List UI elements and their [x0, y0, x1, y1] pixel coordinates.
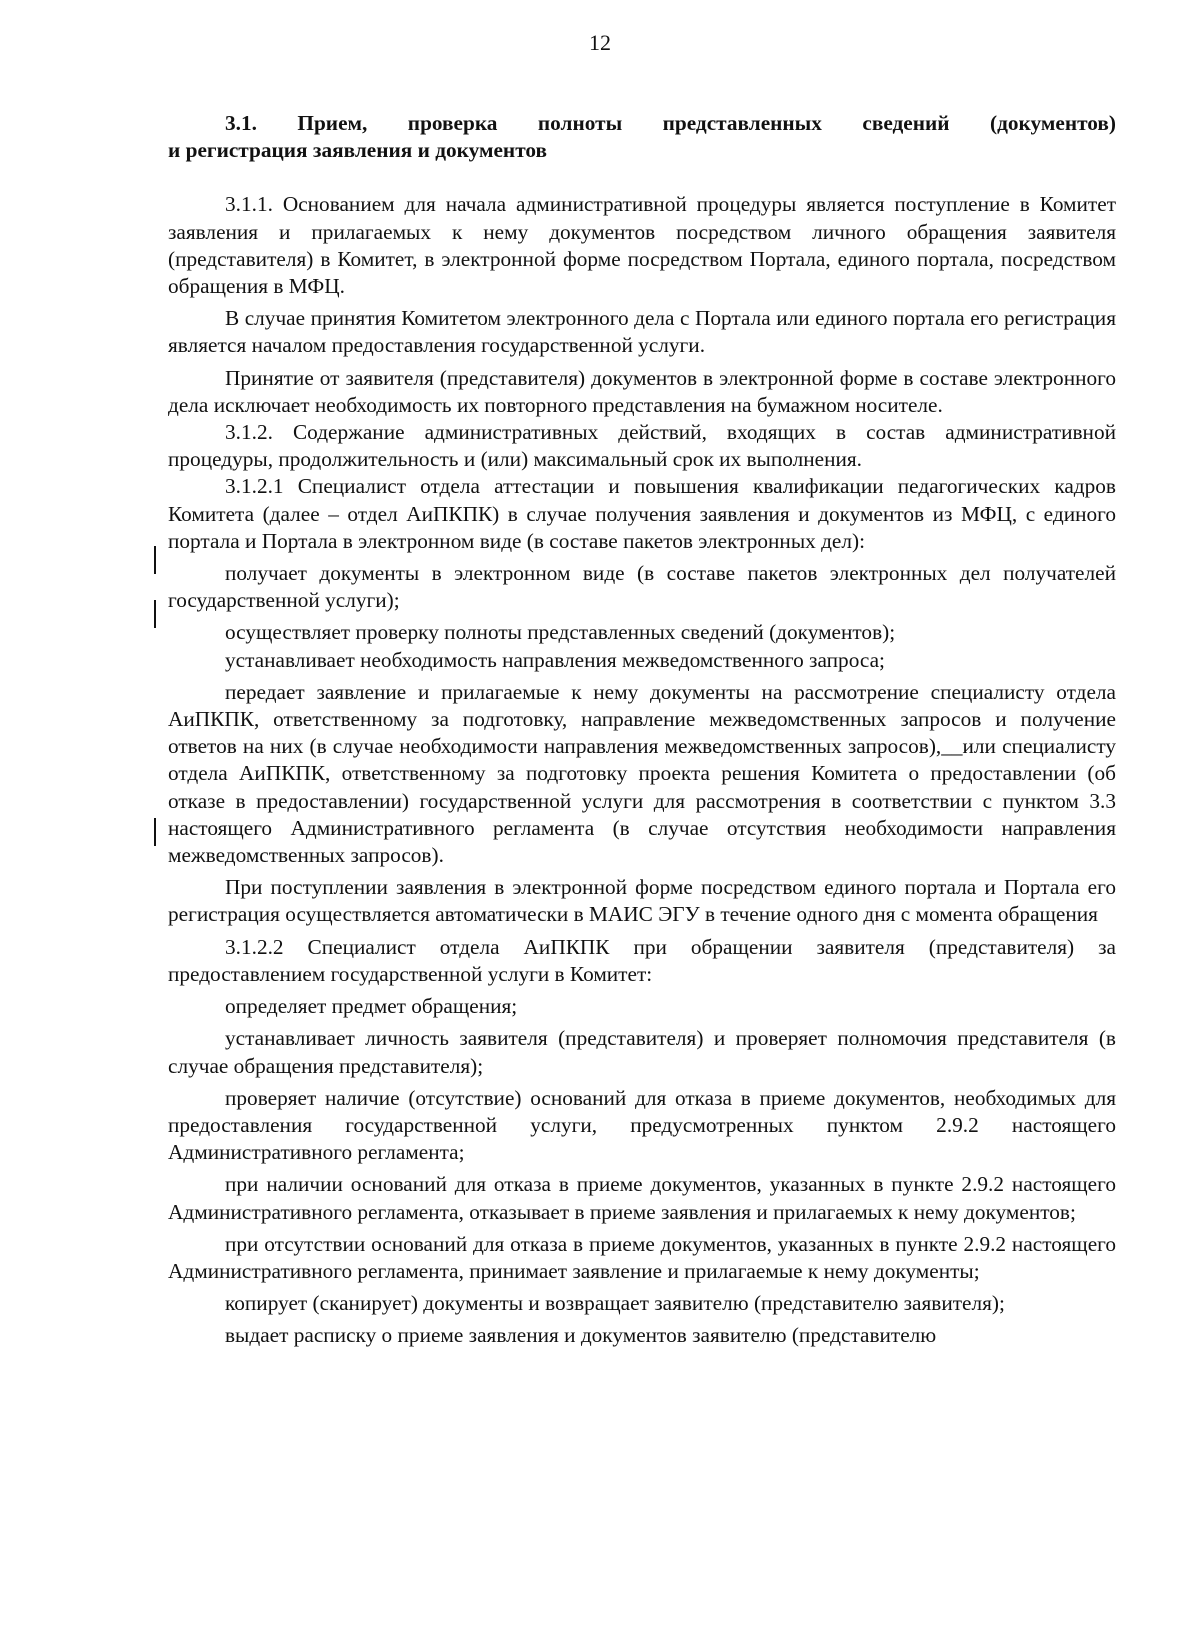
revision-bar	[154, 600, 156, 628]
list-item: при отсутствии оснований для отказа в приеме документов, указанных в пункте 2.9.2 настоящего Административного регламента, принимает заявление и прилагаемые к нему документы;	[168, 1231, 1116, 1283]
list-item: устанавливает необходимость направления межведомственного запроса;	[225, 647, 885, 672]
list-item: выдает расписку о приеме заявления и документов заявителю (представителю	[225, 1323, 937, 1348]
section-heading-line1: 3.1. Прием, проверка полноты представленных сведений (документов)	[225, 111, 1116, 135]
paragraph-3-1-1: 3.1.1. Основанием для начала административной процедуры является поступление в Комитет заявления и прилагаемых к нему документов посредством личного обращения заявителя (представителя) в Комитет, в электронной форме посредством Портала, единого портала, посредством обращения в МФЦ.	[168, 192, 1116, 299]
list-item: передает заявление и прилагаемые к нему документы на рассмотрение специалисту отдела АиПКПК, ответственному за подготовку, направление межведомственных запросов и получение ответов на них (в случае необходимости направления межведомственных запросов),__или специалисту отдела АиПКПК, ответственному за подготовку проекта решения Комитета о предоставлении (об отказе в предоставлении) государственной услуги для рассмотрения в соответствии с пунктом 3.3 настоящего Административного регламента (в случае отсутствия необходимости направления межведомственных запросов).	[168, 679, 1116, 868]
list-item: при наличии оснований для отказа в приеме документов, указанных в пункте 2.9.2 настоящего Административного регламента, отказывает в приеме заявления и прилагаемых к нему документов;	[168, 1172, 1116, 1224]
revision-bar	[154, 546, 156, 574]
paragraph-3-1-2: 3.1.2. Содержание административных действий, входящих в состав административной процедуры, продолжительность и (или) максимальный срок их выполнения.	[168, 420, 1116, 472]
section-heading	[168, 110, 1116, 164]
paragraph: В случае принятия Комитетом электронного дела с Портала или единого портала его регистрация является началом предоставления государственной услуги.	[168, 306, 1116, 358]
document-body	[168, 110, 1116, 1350]
section-heading-line2: и регистрация заявления и документов	[168, 138, 548, 163]
revision-bar	[154, 818, 156, 846]
list-item: проверяет наличие (отсутствие) оснований для отказа в приеме документов, необходимых для предоставления государственной услуги, предусмотренных пунктом 2.9.2 настоящего Административного регламента;	[168, 1085, 1116, 1165]
list-item: определяет предмет обращения;	[225, 994, 518, 1019]
paragraph-3-1-2-2: 3.1.2.2 Специалист отдела АиПКПК при обращении заявителя (представителя) за предоставлением государственной услуги в Комитет:	[168, 934, 1116, 986]
list-item: получает документы в электронном виде (в составе пакетов электронных дел получателей государственной услуги);	[168, 561, 1116, 613]
page-number: 12	[589, 30, 611, 55]
list-item: осуществляет проверку полноты представленных сведений (документов);	[225, 620, 896, 645]
list-item: копирует (сканирует) документы и возвращает заявителю (представителю заявителя);	[225, 1291, 1005, 1316]
paragraph: Принятие от заявителя (представителя) документов в электронной форме в составе электронного дела исключает необходимость их повторного представления на бумажном носителе.	[168, 365, 1116, 417]
paragraph: При поступлении заявления в электронной форме посредством единого портала и Портала его регистрация осуществляется автоматически в МАИС ЭГУ в течение одного дня с момента обращения	[168, 875, 1116, 927]
paragraph-3-1-2-1: 3.1.2.1 Специалист отдела аттестации и повышения квалификации педагогических кадров Комитета (далее – отдел АиПКПК) в случае получения заявления и документов из МФЦ, с единого портала и Портала в электронном виде (в составе пакетов электронных дел):	[168, 474, 1116, 553]
list-item: устанавливает личность заявителя (представителя) и проверяет полномочия представителя (в случае обращения представителя);	[168, 1026, 1116, 1078]
